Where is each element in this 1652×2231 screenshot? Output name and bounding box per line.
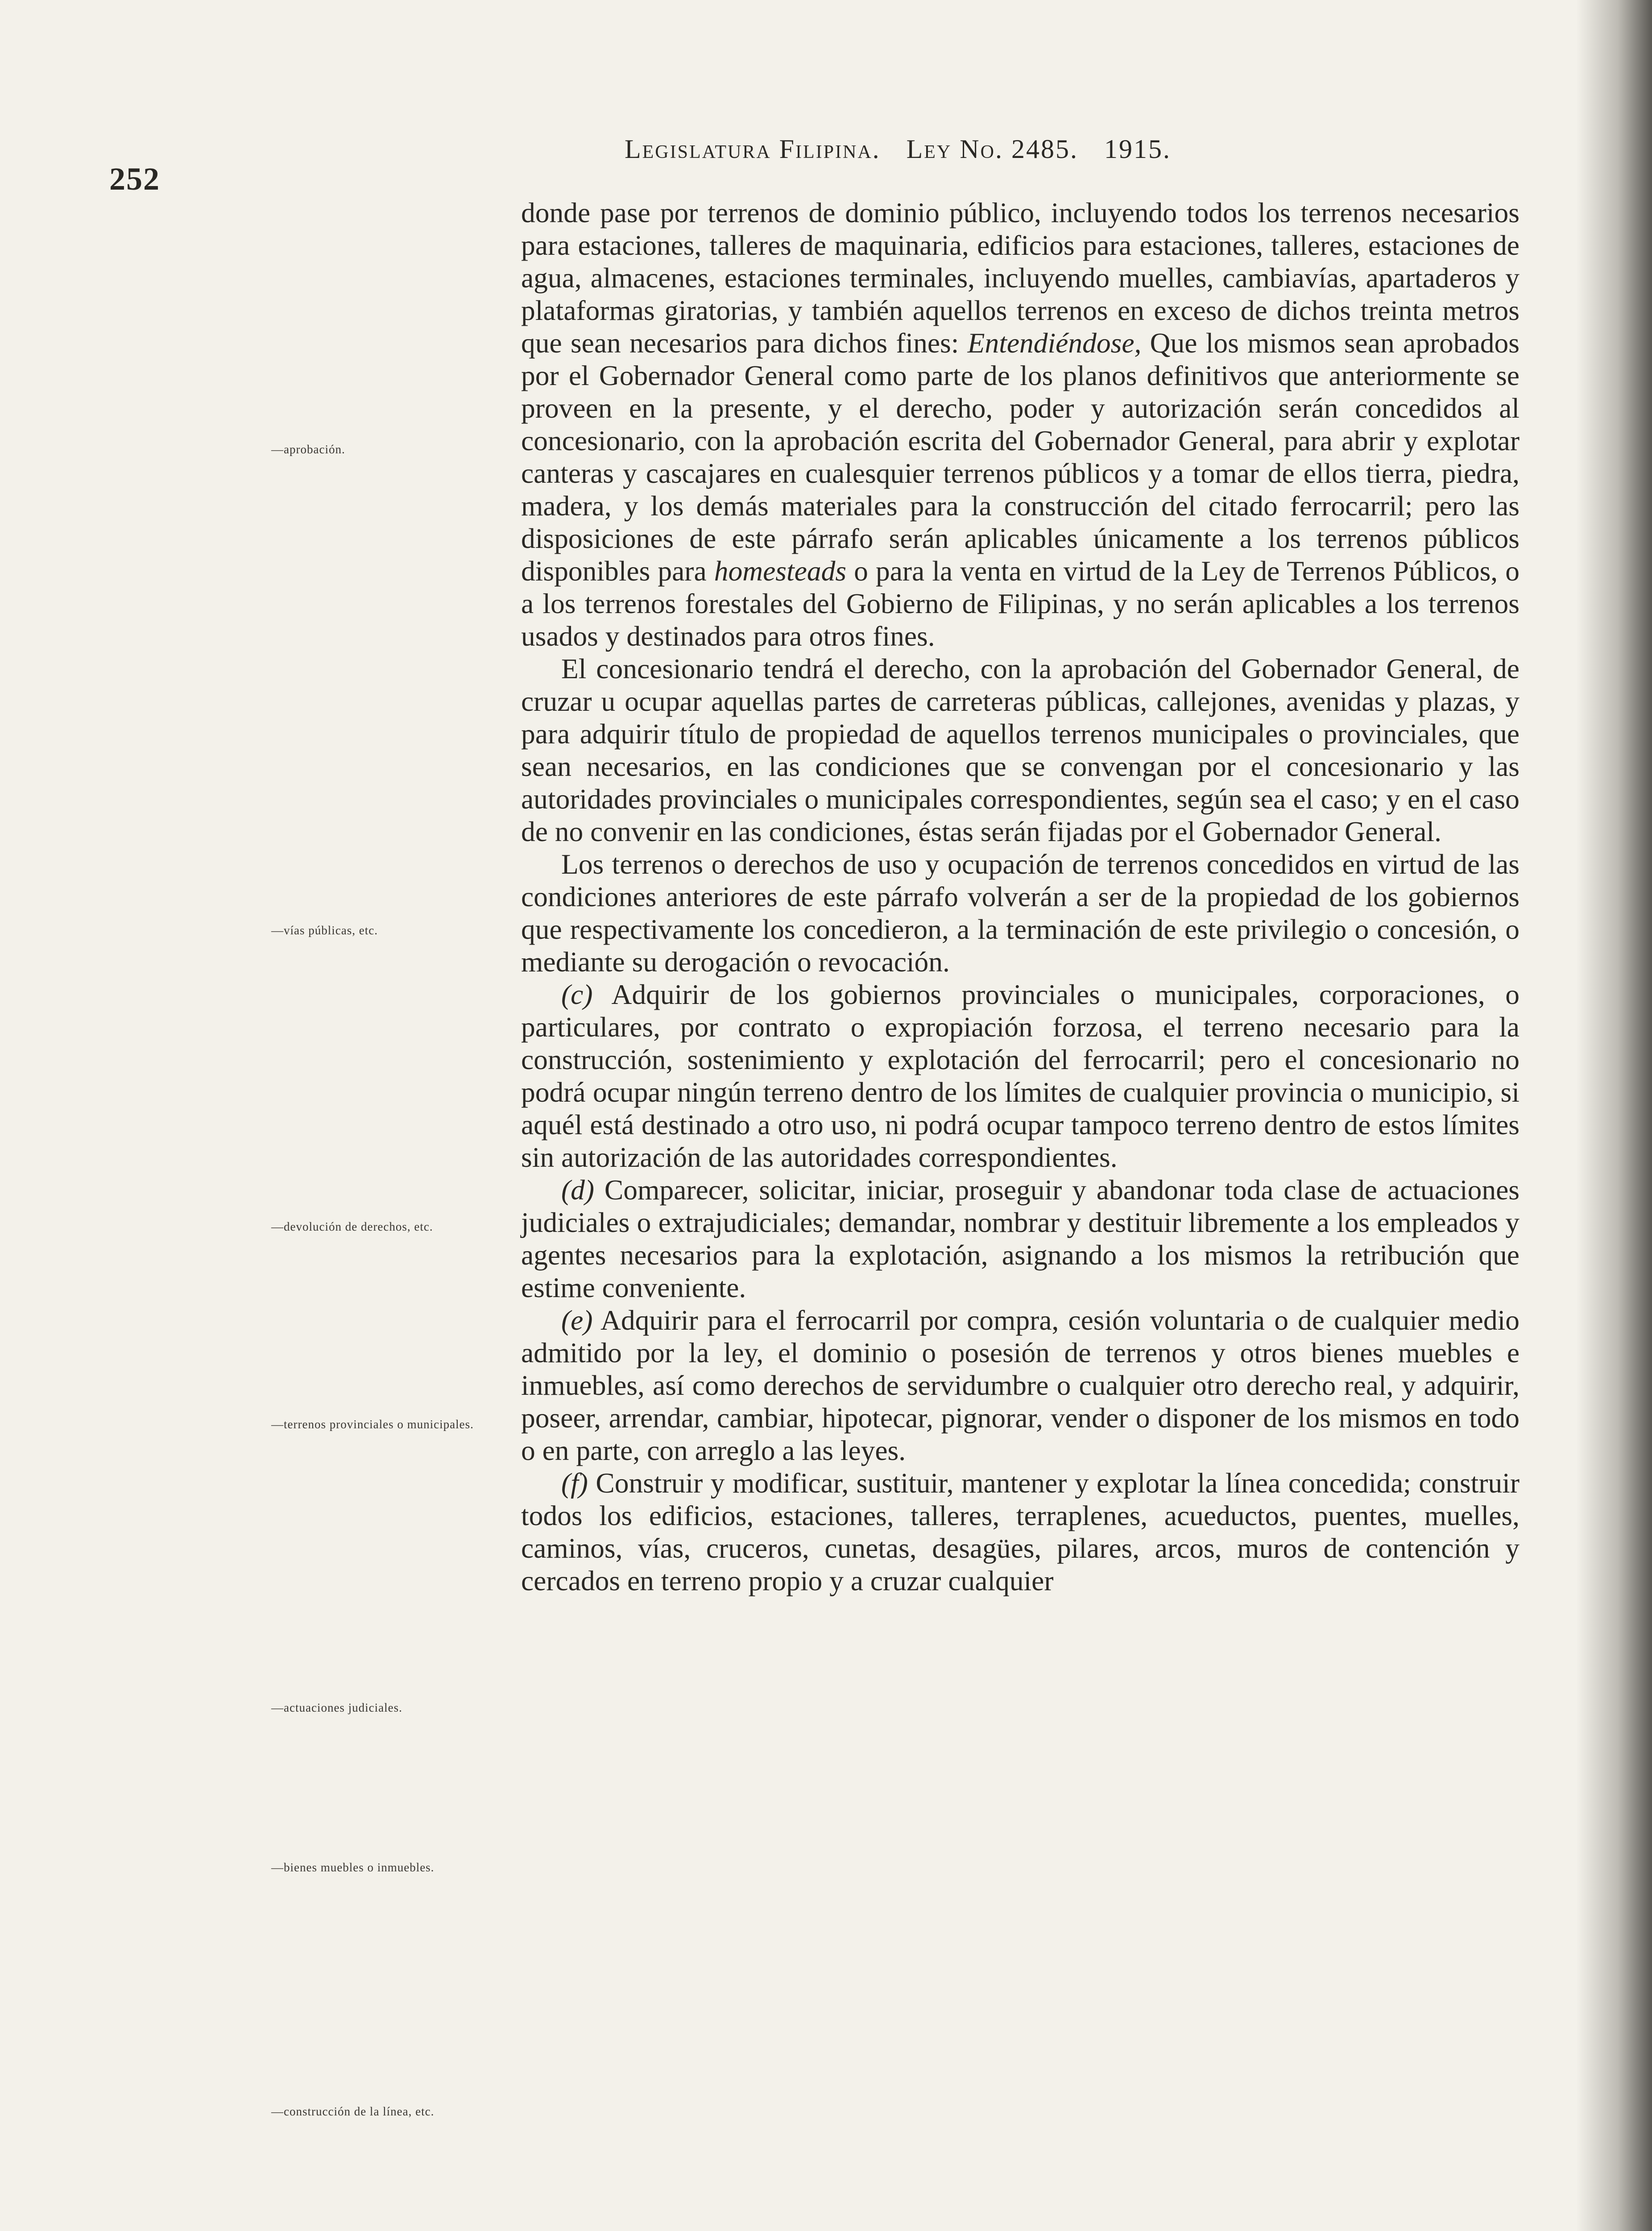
running-head: [625, 134, 1428, 165]
clause-label: (c): [561, 979, 593, 1010]
margin-note-actuaciones: —actuaciones judiciales.: [271, 1701, 402, 1714]
margin-note-aprobacion: —aprobación.: [271, 443, 345, 456]
body-text: [521, 196, 1520, 1597]
paragraph-e: (e) Adquirir para el ferrocarril por compra, cesión voluntaria o de cualquier medio admitido por la ley, el dominio o posesión de terrenos y otros bienes muebles e inmuebles, así como derechos de servidumbre o cualquier otro derecho real, y adquirir, poseer, arrendar, cambiar, hipotecar, pignorar, vender o disponer de los mismos en todo o en parte, con arreglo a las leyes.: [521, 1304, 1520, 1466]
paragraph-f: (f) Construir y modificar, sustituir, mantener y explotar la línea concedida; construir todos los edificios, estaciones, talleres, terraplenes, acueductos, puentes, muelles, caminos, vías, cruceros, cunetas, desagües, pilares, arcos, muros de contención y cercados en terreno propio y a cruzar cualquier: [521, 1467, 1520, 1597]
publication-title: Legislatura Filipina.: [625, 134, 881, 164]
paragraph-vias-publicas: El concesionario tendrá el derecho, con la aprobación del Gobernador General, de cruzar u ocupar aquellas partes de carreteras públicas, callejones, avenidas y plazas, y para adquirir título de propiedad de aquellos terrenos municipales o provinciales, que sean necesarios, en las condiciones que se convengan por el concesionario y las autoridades provinciales o municipales correspondientes, según sea el caso; y en el caso de no convenir en las condiciones, éstas serán fijadas por el Gobernador General.: [521, 653, 1520, 847]
paragraph-devolucion: Los terrenos o derechos de uso y ocupación de terrenos concedidos en virtud de las condiciones anteriores de este párrafo volverán a ser de la propiedad de los gobiernos que respectivamente los concedieron, a la terminación de este privilegio o concesión, o mediante su derogación o revocación.: [521, 848, 1520, 978]
margin-note-devolucion: —devolución de derechos, etc.: [271, 1220, 433, 1233]
page-edge-shadow: [1576, 0, 1652, 2231]
margin-note-vias-publicas: —vías públicas, etc.: [271, 924, 378, 937]
year: 1915.: [1104, 134, 1171, 164]
clause-label: (d): [561, 1174, 595, 1206]
margin-note-terrenos: —terrenos provinciales o municipales.: [271, 1418, 474, 1431]
page-number: 252: [109, 161, 160, 197]
margin-note-construccion: —construcción de la línea, etc.: [271, 2105, 435, 2118]
paragraph-c: (c) Adquirir de los gobiernos provinciales o municipales, corporaciones, o particulares, por contrato o expropiación forzosa, el terreno necesario para la construcción, sostenimiento y explotación del ferrocarril; pero el concesionario no podrá ocupar ningún terreno dentro de los límites de cualquier provincia o municipio, si aquél está destinado a otro uso, ni podrá ocupar tampoco terreno dentro de estos límites sin autorización de las autoridades correspondientes.: [521, 979, 1520, 1173]
clause-label: (e): [561, 1304, 593, 1336]
law-number: Ley No. 2485.: [906, 134, 1078, 164]
clause-label: (f): [561, 1467, 588, 1499]
paragraph-continuation: donde pase por terrenos de dominio público, incluyendo todos los terrenos necesarios para estaciones, talleres de maquinaria, edificios para estaciones, talleres, estaciones de agua, almacenes, estaciones terminales, incluyendo muelles, cambiavías, apartaderos y plataformas giratorias, y también aquellos terrenos en exceso de dichos treinta metros que sean necesarios para dichos fines: Entendiéndose, Que los mismos sean aprobados por el Gobernador General como parte de los planos definitivos que anteriormente se proveen en la presente, y el derecho, poder y autorización serán concedidos al concesionario, con la aprobación escrita del Gobernador General, para abrir y explotar canteras y cascajares en cualesquier terrenos públicos y a tomar de ellos tierra, piedra, madera, y los demás materiales para la construcción del citado ferrocarril; pero las disposiciones de este párrafo serán aplicables únicamente a los terrenos públicos disponibles para homesteads o para la venta en virtud de la Ley de Terrenos Públicos, o a los terrenos forestales del Gobierno de Filipinas, y no serán aplicables a los terrenos usados y destinados para otros fines.: [521, 197, 1520, 652]
paragraph-d: (d) Comparecer, solicitar, iniciar, proseguir y abandonar toda clase de actuaciones judiciales o extrajudiciales; demandar, nombrar y destituir libremente a los empleados y agentes necesarios para la explotación, asignando a los mismos la retribución que estime conveniente.: [521, 1174, 1520, 1303]
margin-note-bienes: —bienes muebles o inmuebles.: [271, 1861, 435, 1874]
